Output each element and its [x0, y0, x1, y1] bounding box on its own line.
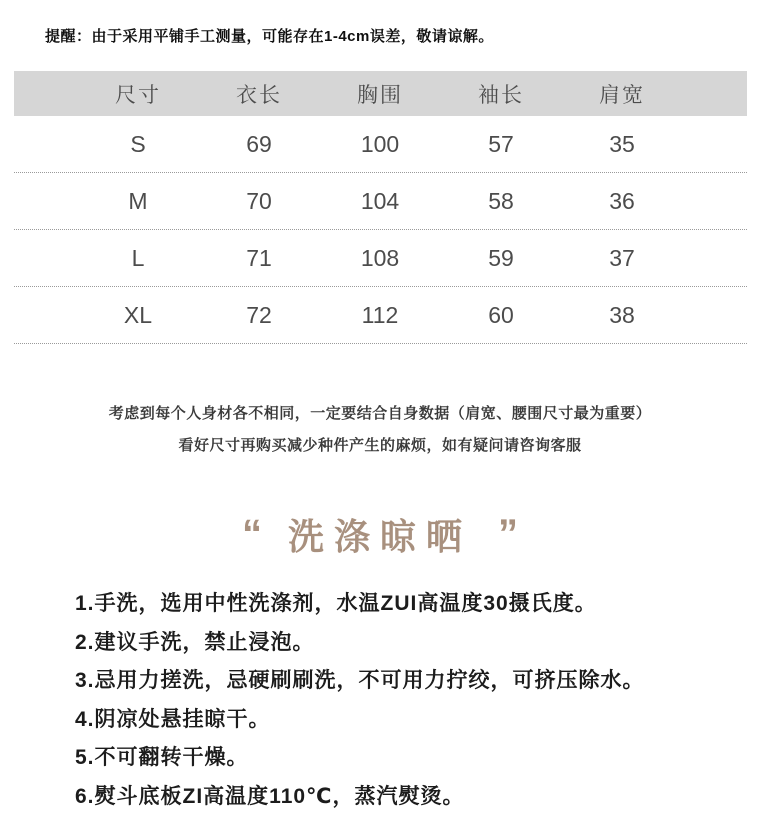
column-header-sleeve: 袖长: [441, 79, 562, 109]
length-value: 69: [199, 131, 320, 158]
wash-instruction-item: 1.手洗，选用中性洗涤剂，水温ZUI高温度30摄氏度。: [75, 585, 720, 624]
size-label: L: [78, 245, 199, 272]
open-quote-mark: “: [242, 512, 262, 556]
close-quote-mark: ”: [498, 512, 518, 556]
shoulder-value: 36: [562, 188, 683, 215]
column-header-size: 尺寸: [78, 79, 199, 109]
bust-value: 104: [320, 188, 441, 215]
size-label: M: [78, 188, 199, 215]
wash-care-title: [0, 510, 760, 561]
size-label: S: [78, 131, 199, 158]
sleeve-value: 60: [441, 302, 562, 329]
wash-instruction-item: 5.不可翻转干燥。: [75, 739, 720, 778]
size-table: [14, 71, 747, 344]
length-value: 72: [199, 302, 320, 329]
shoulder-value: 38: [562, 302, 683, 329]
bust-value: 112: [320, 302, 441, 329]
sizing-note-line1: 考虑到每个人身材各不相同，一定要结合自身数据（肩宽、腰围尺寸最为重要）: [0, 398, 760, 430]
sleeve-value: 59: [441, 245, 562, 272]
wash-care-title-text: 洗涤晾晒: [288, 516, 472, 557]
sleeve-value: 57: [441, 131, 562, 158]
size-table-header-row: [14, 71, 747, 116]
wash-instruction-item: 6.熨斗底板ZI高温度110℃，蒸汽熨烫。: [75, 778, 720, 816]
sleeve-value: 58: [441, 188, 562, 215]
table-row: [14, 173, 747, 230]
column-header-shoulder: 肩宽: [562, 79, 683, 109]
table-row: [14, 287, 747, 344]
column-header-bust: 胸围: [320, 79, 441, 109]
length-value: 71: [199, 245, 320, 272]
shoulder-value: 35: [562, 131, 683, 158]
wash-instruction-item: 3.忌用力搓洗，忌硬刷刷洗，不可用力拧绞，可挤压除水。: [75, 662, 720, 701]
shoulder-value: 37: [562, 245, 683, 272]
sizing-notes: [0, 398, 760, 462]
table-row: [14, 230, 747, 287]
column-header-length: 衣长: [199, 79, 320, 109]
sizing-note-line2: 看好尺寸再购买减少种件产生的麻烦，如有疑问请咨询客服: [0, 430, 760, 462]
measurement-reminder-text: 提醒：由于采用平铺手工测量，可能存在1-4cm误差，敬请谅解。: [0, 0, 760, 46]
wash-care-list: [0, 585, 760, 816]
table-row: [14, 116, 747, 173]
size-label: XL: [78, 302, 199, 329]
bust-value: 100: [320, 131, 441, 158]
bust-value: 108: [320, 245, 441, 272]
wash-instruction-item: 4.阴凉处悬挂晾干。: [75, 701, 720, 740]
length-value: 70: [199, 188, 320, 215]
wash-instruction-item: 2.建议手洗，禁止浸泡。: [75, 624, 720, 663]
